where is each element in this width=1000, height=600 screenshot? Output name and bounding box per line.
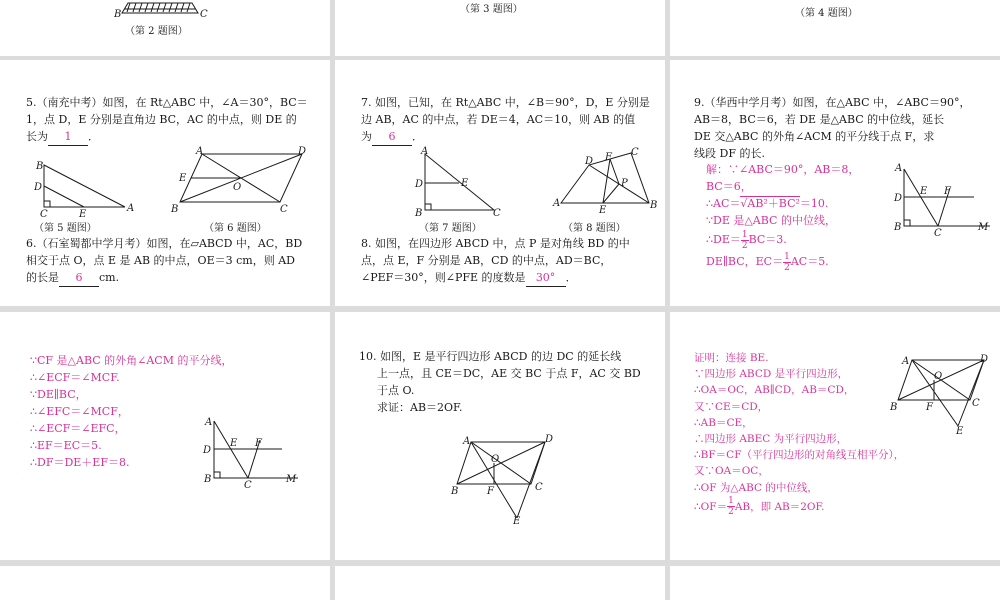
svg-text:C: C	[631, 147, 639, 158]
problem-5: 5.（南充中考）如图，在 Rt△ABC 中，∠A＝30°，BC＝ 1，点 D，E 分别是直角边 BC，AC 的中点，则 DE 的 长为 1 ．	[26, 94, 318, 146]
svg-text:B: B	[451, 486, 459, 497]
svg-text:C: C	[535, 482, 543, 493]
svg-text:A: A	[205, 417, 213, 428]
svg-text:C: C	[934, 228, 942, 239]
slide-4-2[interactable]	[335, 566, 665, 600]
figure-9	[892, 164, 996, 240]
solution-9-continued: ∵CF 是△ABC 的外角∠ACM 的平分线， ∴∠ECF＝∠MCF. ∵DE∥BC， ∴∠EFC＝∠MCF， ∴∠ECF＝∠EFC， ∴EF＝EC＝5. ∴DF＝DE＋EF＝8.	[30, 354, 233, 469]
svg-text:F: F	[944, 186, 951, 197]
problem-7: 7. 如图，已知，在 Rt△ABC 中，∠B＝90°，D，E 分别是 边 AB，AC 的中点，若 DE＝4，AC＝10，则 AB 的值 为 6 ．	[361, 94, 657, 146]
svg-text:E: E	[513, 516, 521, 527]
svg-text:D: D	[34, 182, 43, 193]
figure-7	[409, 148, 499, 218]
slide-problem-10[interactable]	[335, 312, 665, 560]
svg-text:B: B	[894, 222, 902, 233]
svg-text:D: D	[415, 179, 424, 190]
slide-1-1[interactable]	[0, 0, 330, 56]
problem-6: 6.（石室蜀都中学月考）如图，在▱ABCD 中，AC，BD 相交于点 O，点 E 是 AB 的中点，OE＝3 cm，则 AD 的长是 6 cm.	[26, 235, 318, 287]
svg-text:A: A	[895, 163, 903, 174]
figure-10	[447, 432, 557, 527]
svg-text:F: F	[255, 438, 262, 449]
svg-text:P: P	[621, 178, 628, 189]
slide-problem-9-continued[interactable]	[0, 312, 330, 560]
slide-4-3[interactable]	[670, 566, 1000, 600]
svg-text:E: E	[230, 438, 238, 449]
svg-text:E: E	[956, 426, 964, 437]
svg-text:F: F	[487, 486, 494, 497]
svg-text:A: A	[902, 356, 910, 367]
svg-text:M: M	[978, 222, 989, 233]
svg-text:E: E	[79, 209, 87, 220]
problem-9: 9.（华西中学月考）如图，在△ABC 中，∠ABC＝90°， AB＝8，BC＝6，若 DE 是△ABC 的中位线，延长 DE 交△ABC 的外角∠ACM 的平分线于点 F，求 线段 DF 的长.	[694, 96, 971, 160]
svg-text:F: F	[605, 152, 612, 163]
svg-text:C: C	[280, 204, 288, 215]
slide-problems-7-8[interactable]	[335, 60, 665, 306]
svg-text:E: E	[920, 186, 928, 197]
caption-fig5: （第 5 题图）	[34, 223, 97, 234]
svg-text:E: E	[461, 178, 469, 189]
problem-10: 10. 如图，E 是平行四边形 ABCD 的边 DC 的延长线 上一点，且 CE＝DC，AE 交 BC 于点 F，AC 交 BD 于点 O. 求证：AB＝2OF.	[359, 350, 641, 414]
proof-10: 证明：连接 BE. ∵四边形 ABCD 是平行四边形， ∴OA＝OC，AB∥CD，AB＝CD， 又∵CE＝CD， ∴AB＝CE， ∴四边形 ABEC 为平行四边形， ∴BF＝CF（平行四边形的对角线互相平分）， 又∵OA＝OC， ∴OF 为△ABC 的中位线， ∴OF＝ $\frac{1}{2}$ AB，即 AB＝2OF.	[694, 352, 905, 518]
caption-fig7: （第 7 题图）	[419, 223, 482, 234]
svg-text:O: O	[934, 371, 943, 382]
figure-9-copy	[200, 416, 304, 492]
caption-fig2: （第 2 题图）	[125, 26, 188, 37]
svg-text:D: D	[545, 434, 554, 445]
label-C: C	[200, 9, 208, 20]
svg-text:D: D	[203, 445, 212, 456]
figure-6	[168, 148, 318, 214]
figure-5	[30, 158, 140, 220]
slide-proof-10[interactable]	[670, 312, 1000, 560]
svg-text:A: A	[196, 146, 204, 157]
slide-problems-5-6[interactable]	[0, 60, 330, 306]
svg-text:B: B	[650, 200, 658, 211]
svg-text:B: B	[890, 402, 898, 413]
svg-text:A: A	[463, 436, 471, 447]
svg-text:C: C	[493, 208, 501, 219]
slide-problem-9[interactable]	[670, 60, 1000, 306]
svg-text:A: A	[553, 198, 561, 209]
svg-text:B: B	[204, 474, 212, 485]
problem-8: 8. 如图，在四边形 ABCD 中，点 P 是对角线 BD 的中 点，点 E，F 分别是 AB，CD 的中点，AD＝BC， ∠PEF＝30°，则∠PFE 的度数是 30° ．	[361, 235, 657, 287]
solution-9: 解：∵∠ABC＝90°，AB＝8， BC＝6， ∴AC＝√AB²＋BC²＝10. ∵DE 是△ABC 的中位线， ∴DE＝ $\frac{1}{2}$ BC＝3. DE∥BC，EC＝ $\frac{1}{2}$ AC＝5.	[706, 163, 860, 273]
svg-text:D: D	[894, 193, 903, 204]
svg-text:B: B	[36, 161, 44, 172]
svg-text:A: A	[127, 203, 135, 214]
caption-fig6: （第 6 题图）	[204, 223, 267, 234]
slide-4-1[interactable]	[0, 566, 330, 600]
svg-text:F: F	[926, 402, 933, 413]
svg-text:M: M	[286, 474, 297, 485]
caption-fig3: （第 3 题图）	[460, 4, 523, 15]
answer-8: 30°	[526, 269, 566, 287]
svg-text:B: B	[415, 208, 423, 219]
svg-text:C: C	[244, 480, 252, 491]
svg-text:C: C	[40, 209, 48, 220]
answer-7: 6	[372, 128, 412, 146]
svg-text:D: D	[980, 354, 989, 365]
answer-5: 1	[48, 128, 88, 146]
svg-text:A: A	[421, 146, 429, 157]
slide-1-3[interactable]	[670, 0, 1000, 56]
svg-text:E: E	[179, 173, 187, 184]
answer-6: 6	[59, 269, 99, 287]
svg-text:O: O	[233, 182, 242, 193]
svg-text:C: C	[972, 398, 980, 409]
svg-text:E: E	[599, 205, 607, 216]
caption-fig4: （第 4 题图）	[795, 8, 858, 19]
svg-text:D: D	[585, 156, 594, 167]
svg-text:O: O	[491, 454, 500, 465]
figure-10-copy	[888, 350, 989, 437]
caption-fig8: （第 8 题图）	[563, 223, 626, 234]
svg-text:B: B	[171, 204, 179, 215]
slide-1-2[interactable]	[335, 0, 665, 56]
svg-text:D: D	[298, 146, 307, 157]
label-B: B	[114, 9, 122, 20]
figure-8	[549, 148, 659, 214]
